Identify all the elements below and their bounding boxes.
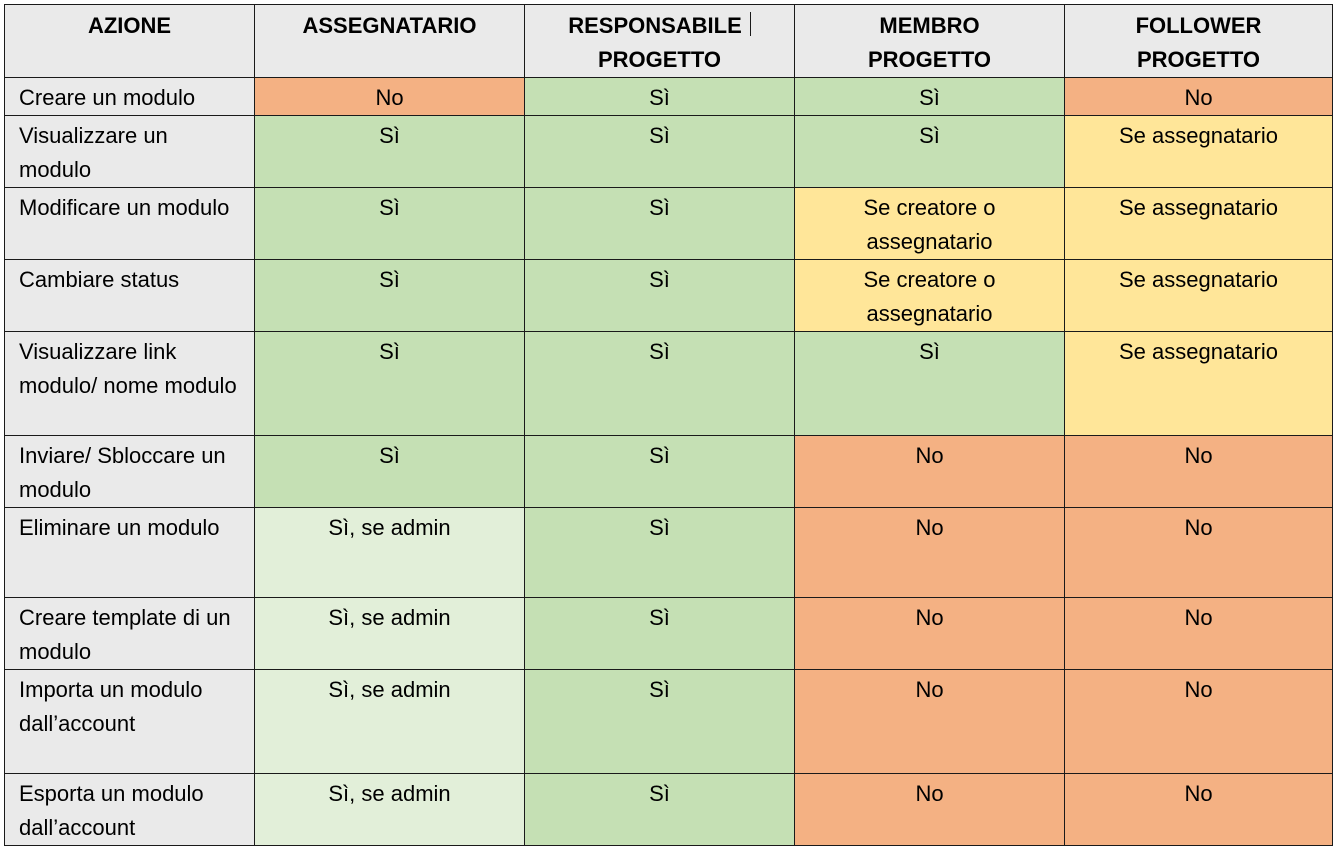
- permission-cell: No: [795, 670, 1065, 774]
- permission-cell: No: [1065, 598, 1333, 670]
- header-azione: [5, 5, 255, 78]
- action-cell: Importa un modulo dall’account: [5, 670, 255, 774]
- action-cell: Creare un modulo: [5, 78, 255, 116]
- permission-cell: Se assegnatario: [1065, 116, 1333, 188]
- table-row: [5, 78, 1333, 116]
- permission-cell: Se creatore o assegnatario: [795, 188, 1065, 260]
- permission-cell: No: [1065, 508, 1333, 598]
- permission-cell: No: [1065, 436, 1333, 508]
- permission-cell: Sì: [255, 260, 525, 332]
- table-row: [5, 598, 1333, 670]
- header-assegnatario: [255, 5, 525, 78]
- permission-cell: No: [795, 508, 1065, 598]
- permission-cell: No: [795, 774, 1065, 846]
- action-cell: Eliminare un modulo: [5, 508, 255, 598]
- header-follower-progetto: [1065, 5, 1333, 78]
- permission-cell: Sì: [525, 774, 795, 846]
- permission-cell: No: [1065, 78, 1333, 116]
- permission-cell: No: [795, 598, 1065, 670]
- header-responsabile-label-line1: RESPONSABILE: [568, 13, 742, 38]
- permission-cell: Sì, se admin: [255, 774, 525, 846]
- table-row: [5, 670, 1333, 774]
- action-cell: Visualizzare un modulo: [5, 116, 255, 188]
- table-header: [5, 5, 1333, 78]
- header-responsabile-label-line2: PROGETTO: [597, 47, 722, 72]
- permission-cell: Sì: [255, 188, 525, 260]
- permission-cell: No: [1065, 774, 1333, 846]
- header-follower-label-line1: FOLLOWER: [1135, 13, 1262, 38]
- header-membro-label-line2: PROGETTO: [867, 47, 992, 72]
- text-cursor-mark: [750, 12, 751, 36]
- permission-cell: Se assegnatario: [1065, 332, 1333, 436]
- header-row: [5, 5, 1333, 78]
- permission-cell: No: [795, 436, 1065, 508]
- permission-cell: No: [255, 78, 525, 116]
- permission-cell: Sì: [525, 260, 795, 332]
- action-cell: Cambiare status: [5, 260, 255, 332]
- permission-cell: Sì: [795, 78, 1065, 116]
- permission-cell: Sì, se admin: [255, 670, 525, 774]
- action-cell: Inviare/ Sbloccare un modulo: [5, 436, 255, 508]
- header-membro-progetto: [795, 5, 1065, 78]
- permission-cell: Sì: [525, 598, 795, 670]
- permission-cell: Sì: [525, 78, 795, 116]
- table-row: [5, 116, 1333, 188]
- action-cell: Modificare un modulo: [5, 188, 255, 260]
- header-follower-label-line2: PROGETTO: [1136, 47, 1261, 72]
- permissions-table: [4, 4, 1333, 846]
- permission-cell: Sì, se admin: [255, 508, 525, 598]
- permission-cell: Sì: [795, 116, 1065, 188]
- permission-cell: Sì: [255, 116, 525, 188]
- table-row: [5, 774, 1333, 846]
- permission-cell: Sì: [525, 188, 795, 260]
- action-cell: Esporta un modulo dall’account: [5, 774, 255, 846]
- action-cell: Creare template di un modulo: [5, 598, 255, 670]
- permission-cell: Se assegnatario: [1065, 188, 1333, 260]
- permission-cell: Sì: [255, 332, 525, 436]
- header-membro-label-line1: MEMBRO: [879, 13, 980, 38]
- header-azione-label: AZIONE: [87, 13, 172, 38]
- permission-cell: Sì: [255, 436, 525, 508]
- header-responsabile-progetto: [525, 5, 795, 78]
- permission-cell: Sì: [525, 670, 795, 774]
- table-row: [5, 260, 1333, 332]
- header-assegnatario-label: ASSEGNATARIO: [302, 13, 477, 38]
- permission-cell: Sì: [525, 508, 795, 598]
- table-row: [5, 508, 1333, 598]
- action-cell: Visualizzare link modulo/ nome modulo: [5, 332, 255, 436]
- permission-cell: Sì: [525, 436, 795, 508]
- permission-cell: No: [1065, 670, 1333, 774]
- permission-cell: Sì: [525, 116, 795, 188]
- table-body: [5, 78, 1333, 846]
- permission-cell: Se creatore o assegnatario: [795, 260, 1065, 332]
- table-row: [5, 436, 1333, 508]
- table-row: [5, 332, 1333, 436]
- permission-cell: Se assegnatario: [1065, 260, 1333, 332]
- permission-cell: Sì, se admin: [255, 598, 525, 670]
- table-row: [5, 188, 1333, 260]
- permission-cell: Sì: [795, 332, 1065, 436]
- permission-cell: Sì: [525, 332, 795, 436]
